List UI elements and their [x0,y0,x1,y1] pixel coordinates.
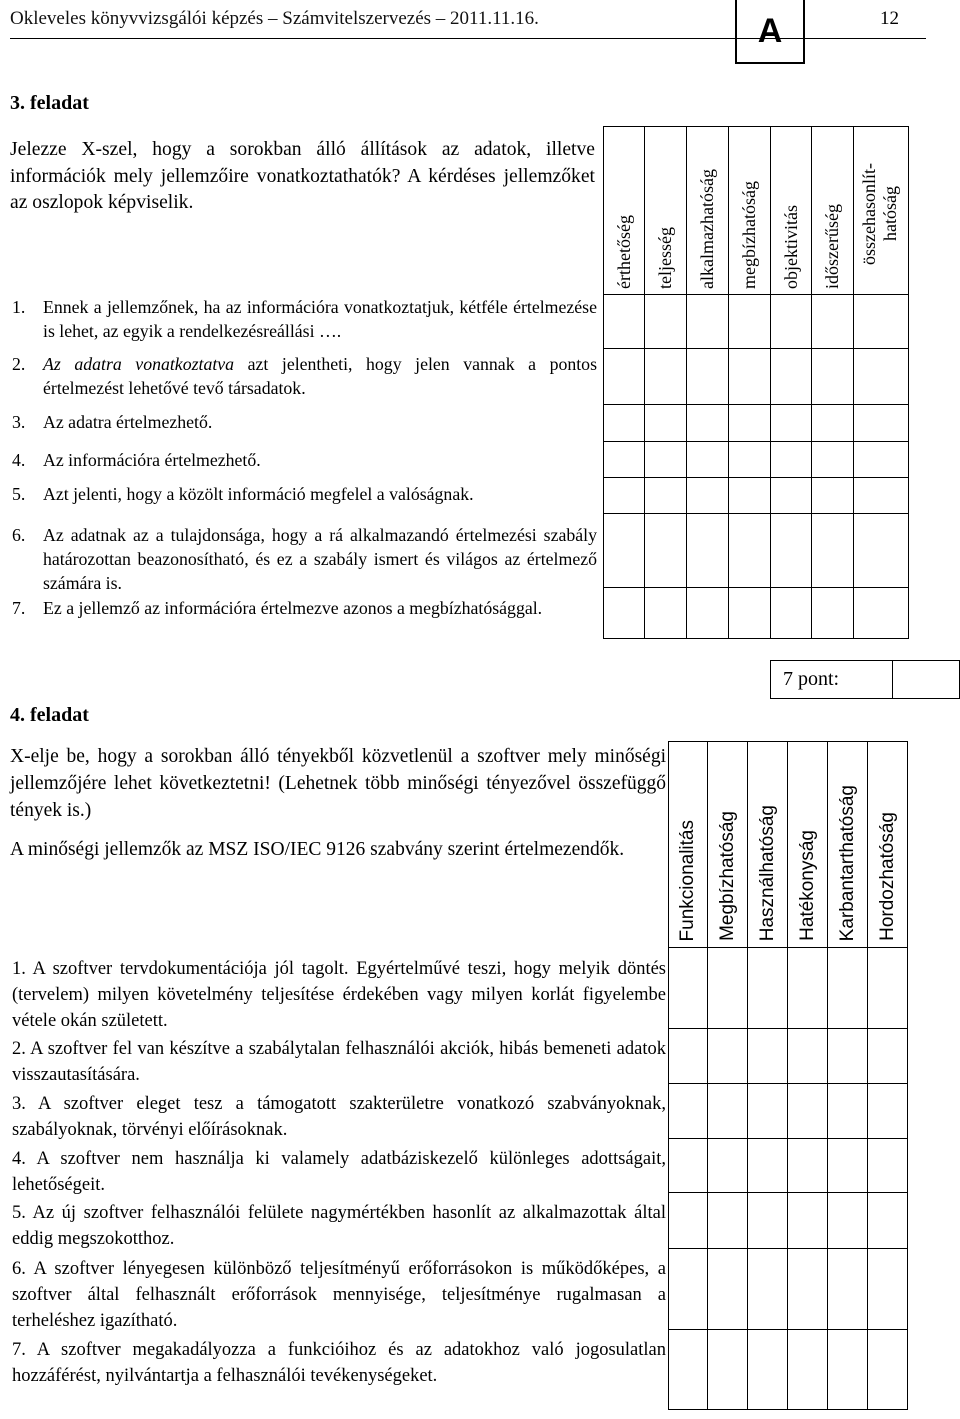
answer-cell[interactable] [729,295,771,349]
answer-cell[interactable] [708,1249,748,1330]
answer-cell[interactable] [729,588,771,639]
answer-cell[interactable] [812,588,854,639]
answer-cell[interactable] [729,478,771,514]
task3-item-4: 4. Az információra értelmezhető. [12,450,261,470]
answer-cell[interactable] [708,948,748,1029]
answer-cell[interactable] [868,1084,908,1139]
page-number: 12 [880,8,899,29]
answer-cell[interactable] [708,1193,748,1249]
task4-col-header: Megbízhatóság [708,742,748,948]
answer-cell[interactable] [669,1084,708,1139]
answer-cell[interactable] [868,1029,908,1084]
answer-cell[interactable] [812,295,854,349]
answer-cell[interactable] [669,1139,708,1193]
answer-cell[interactable] [828,948,868,1029]
answer-cell[interactable] [687,514,729,588]
answer-cell[interactable] [828,1330,868,1410]
answer-cell[interactable] [708,1330,748,1410]
answer-cell[interactable] [604,295,645,349]
task4-item-3: 3. A szoftver eleget tesz a támogatott szakterületre vonatkozó szabványoknak, szabályoknak, törvényi előírásoknak. [12,1094,666,1140]
answer-cell[interactable] [854,349,909,405]
task3-item-2: 2. Az adatra vonatkoztatva azt jelentheti, hogy jelen vannak a pontos értelmezést lehetővé tevő társadatok. [12,354,597,398]
answer-cell[interactable] [604,514,645,588]
answer-cell[interactable] [645,442,687,478]
answer-cell[interactable] [669,948,708,1029]
answer-cell[interactable] [645,588,687,639]
answer-cell[interactable] [854,478,909,514]
answer-cell[interactable] [604,478,645,514]
answer-cell[interactable] [729,442,771,478]
answer-cell[interactable] [788,1330,828,1410]
answer-cell[interactable] [645,295,687,349]
answer-cell[interactable] [788,1139,828,1193]
answer-cell[interactable] [788,1249,828,1330]
answer-cell[interactable] [645,349,687,405]
answer-cell[interactable] [645,514,687,588]
answer-cell[interactable] [771,442,812,478]
answer-cell[interactable] [729,349,771,405]
answer-cell[interactable] [812,349,854,405]
answer-cell[interactable] [669,1249,708,1330]
answer-cell[interactable] [708,1139,748,1193]
task4-title: 4. feladat [10,704,89,726]
answer-cell[interactable] [604,588,645,639]
answer-cell[interactable] [828,1139,868,1193]
task3-title: 3. feladat [10,92,89,114]
answer-cell[interactable] [868,1330,908,1410]
answer-cell[interactable] [687,478,729,514]
task3-col-header: teljesség [645,127,687,295]
answer-cell[interactable] [812,478,854,514]
task4-item-2: 2. A szoftver fel van készítve a szabálytalan felhasználói akciók, hibás bemeneti adatok visszautasítására. [12,1039,666,1085]
answer-cell[interactable] [604,442,645,478]
task4-answer-grid [668,741,908,1410]
task3-item-6: 6. Az adatnak az a tulajdonsága, hogy a rá alkalmazandó értelmezési szabály határozottan beazonosítható, és ez a szabály ismert és világos az értelmező számára is. [12,525,597,593]
answer-cell[interactable] [748,1029,788,1084]
answer-cell[interactable] [687,349,729,405]
answer-cell[interactable] [812,514,854,588]
answer-cell[interactable] [868,1139,908,1193]
answer-cell[interactable] [868,1249,908,1330]
task4-item-7: 7. A szoftver megakadályozza a funkcióihoz és az adatokhoz való jogosulatlan hozzáférést, nyilvántartja a felhasználói tevékenységeket. [12,1340,666,1386]
answer-cell[interactable] [854,514,909,588]
task4-col-header: Karbantarthatóság [828,742,868,948]
answer-cell[interactable] [687,588,729,639]
answer-cell[interactable] [812,442,854,478]
answer-cell[interactable] [669,1029,708,1084]
task4-col-header: Használhatóság [748,742,788,948]
answer-cell[interactable] [729,514,771,588]
answer-cell[interactable] [854,405,909,442]
answer-cell[interactable] [748,1330,788,1410]
version-letter: A [757,11,783,50]
answer-cell[interactable] [748,1084,788,1139]
task3-col-header: időszerűség [812,127,854,295]
answer-cell[interactable] [828,1029,868,1084]
answer-cell[interactable] [828,1249,868,1330]
task4-item-1: 1. A szoftver tervdokumentációja jól tagolt. Egyértelművé teszi, hogy melyik döntés (tervelem) milyen követelmény teljesítése érdekében vagy milyen korlát figyelembe vétele okán született. [12,959,666,1031]
task3-col-header: objektivitás [771,127,812,295]
answer-cell[interactable] [788,1029,828,1084]
answer-cell[interactable] [828,1084,868,1139]
task4-instructions-1: X-elje be, hogy a sorokban álló tényekből közvetlenül a szoftver mely minőségi jellemzőjére lehet következtetni! (Lehetnek több minőségi tényezővel összefüggő tények is.) [10,746,666,821]
answer-cell[interactable] [788,948,828,1029]
task3-answer-grid [603,126,909,639]
answer-cell[interactable] [748,1249,788,1330]
answer-cell[interactable] [748,948,788,1029]
answer-cell[interactable] [748,1139,788,1193]
answer-cell[interactable] [729,405,771,442]
answer-cell[interactable] [788,1084,828,1139]
answer-cell[interactable] [669,1330,708,1410]
task3-score-box [770,660,960,699]
answer-cell[interactable] [828,1193,868,1249]
answer-cell[interactable] [771,295,812,349]
answer-cell[interactable] [788,1193,828,1249]
answer-cell[interactable] [771,588,812,639]
answer-cell[interactable] [645,478,687,514]
answer-cell[interactable] [771,405,812,442]
answer-cell[interactable] [604,349,645,405]
version-letter-box [735,0,805,64]
task3-item-7: 7. Ez a jellemző az információra értelmezve azonos a megbízhatósággal. [12,598,543,618]
task3-item-3: 3. Az adatra értelmezhető. [12,412,213,432]
answer-cell[interactable] [771,349,812,405]
answer-cell[interactable] [687,295,729,349]
task3-col-header: érthetőség [604,127,645,295]
task4-col-header: Funkcionalitás [669,742,708,948]
header-rule [10,38,926,39]
answer-cell[interactable] [868,1193,908,1249]
answer-cell[interactable] [771,514,812,588]
task4-col-header: Hatékonyság [788,742,828,948]
document-header-title: Okleveles könyvvizsgálói képzés – Számvitelszervezés – 2011.11.16. [10,8,539,29]
answer-cell[interactable] [854,442,909,478]
task3-col-header: alkalmazhatóság [687,127,729,295]
task4-col-header: Hordozhatóság [868,742,908,948]
task3-item-1: 1. Ennek a jellemzőnek, ha az információra vonatkoztatjuk, kétféle értelmezése is lehet, az egyik a rendelkezésreállási …. [12,297,597,341]
answer-cell[interactable] [708,1029,748,1084]
task4-item-4: 4. A szoftver nem használja ki valamely adatbáziskezelő különleges adottságait, lehetőségeit. [12,1149,666,1195]
answer-cell[interactable] [687,405,729,442]
task4-instructions-2: A minőségi jellemzők az MSZ ISO/IEC 9126 szabvány szerint értelmezendők. [10,839,625,860]
task4-item-6: 6. A szoftver lényegesen különböző teljesítményű erőforrásokon is működőképes, a szoftver által felhasznált erőforrások mennyisége, teljesítménye rugalmasan a terheléshez igazítható. [12,1259,666,1331]
answer-cell[interactable] [604,405,645,442]
answer-cell[interactable] [748,1193,788,1249]
task4-item-5: 5. Az új szoftver felhasználói felülete nagymértékben hasonlít az alkalmazottak által eddig megszokotthoz. [12,1203,666,1249]
answer-cell[interactable] [812,405,854,442]
answer-cell[interactable] [687,442,729,478]
task3-instructions: Jelezze X-szel, hogy a sorokban álló állítások az adatok, illetve információk mely jellemzőire vonatkoztathatók? A kérdéses jellemzőket az oszlopok képviselik. [10,139,595,213]
answer-cell[interactable] [771,478,812,514]
answer-cell[interactable] [645,405,687,442]
answer-cell[interactable] [669,1193,708,1249]
answer-cell[interactable] [868,948,908,1029]
answer-cell[interactable] [854,588,909,639]
task3-item-5: 5. Azt jelenti, hogy a közölt információ megfelel a valóságnak. [12,484,474,504]
task3-col-header: összehasonlít-hatóság [854,127,909,295]
answer-cell[interactable] [708,1084,748,1139]
score-label: 7 pont: [771,661,893,699]
answer-cell[interactable] [854,295,909,349]
score-cell[interactable] [893,661,960,699]
task3-col-header: megbízhatóság [729,127,771,295]
